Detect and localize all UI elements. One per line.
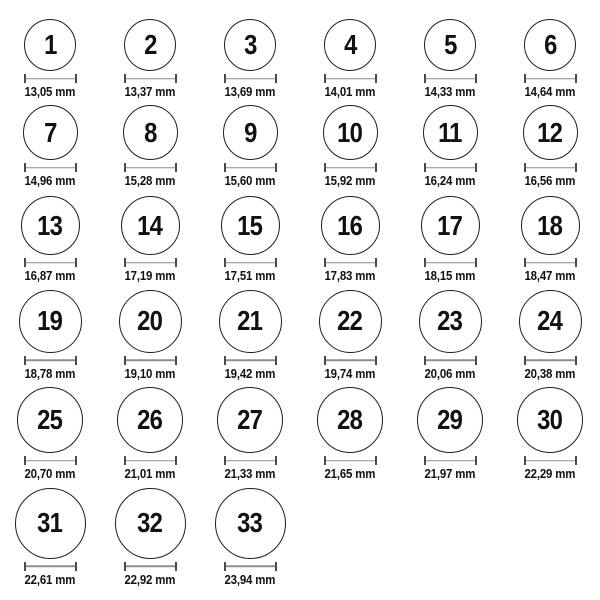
ring-size-item (200, 387, 300, 481)
ring-size-number: 31 (37, 507, 63, 538)
ring-size-item (400, 19, 500, 99)
ring-size-item (400, 196, 500, 283)
diameter-measure-line (224, 74, 277, 83)
ring-size-item (0, 196, 100, 283)
ring-size-number: 7 (43, 116, 57, 148)
measure-tick-right (275, 356, 277, 365)
ring-circle (317, 387, 383, 453)
ring-circle (121, 196, 180, 255)
measure-tick-left (424, 356, 426, 365)
diameter-label: 15,28 mm (124, 173, 176, 188)
ring-size-number: 25 (37, 404, 63, 435)
measure-tick-right (575, 456, 577, 465)
measure-tick-right (275, 74, 277, 83)
diameter-measure-line (324, 258, 377, 267)
ring-size-row (0, 196, 600, 283)
ring-size-item (200, 105, 300, 188)
measure-line-bar (324, 460, 377, 462)
diameter-label: 22,61 mm (24, 571, 76, 587)
diameter-measure-line (324, 356, 377, 365)
measure-tick-right (475, 258, 477, 267)
ring-size-item (400, 387, 500, 481)
measure-tick-left (224, 163, 226, 172)
measure-tick-right (175, 456, 177, 465)
measure-tick-right (475, 456, 477, 465)
ring-circle (17, 387, 83, 453)
ring-size-number: 24 (537, 305, 563, 336)
ring-size-number: 1 (43, 29, 57, 60)
measure-tick-right (75, 74, 77, 83)
ring-circle (421, 196, 480, 255)
measure-line-bar (24, 460, 77, 462)
diameter-measure-line (324, 163, 377, 172)
measure-tick-right (175, 163, 177, 172)
measure-tick-right (175, 74, 177, 83)
measure-line-bar (24, 78, 77, 80)
diameter-label: 14,96 mm (24, 173, 76, 188)
diameter-measure-line (124, 356, 177, 365)
ring-size-number: 23 (437, 305, 463, 336)
measure-line-bar (124, 78, 177, 80)
ring-circle (219, 290, 282, 353)
ring-size-number: 18 (537, 209, 563, 241)
diameter-measure-line (124, 456, 177, 465)
ring-size-row (0, 290, 600, 381)
diameter-measure-line (24, 356, 77, 365)
measure-line-bar (424, 460, 477, 462)
measure-tick-right (75, 258, 77, 267)
diameter-label: 14,01 mm (324, 84, 376, 99)
measure-tick-right (75, 356, 77, 365)
measure-line-bar (224, 565, 277, 567)
ring-size-number: 33 (237, 507, 263, 538)
ring-circle (123, 105, 178, 160)
diameter-label: 17,51 mm (224, 268, 276, 283)
diameter-label: 15,60 mm (224, 173, 276, 188)
ring-size-number: 17 (437, 209, 463, 241)
measure-tick-right (175, 356, 177, 365)
measure-tick-right (575, 356, 577, 365)
measure-tick-right (75, 562, 77, 571)
diameter-label: 13,05 mm (24, 84, 76, 99)
ring-circle (521, 196, 580, 255)
ring-size-item (200, 290, 300, 381)
measure-line-bar (24, 167, 77, 169)
diameter-measure-line (424, 258, 477, 267)
diameter-label: 19,42 mm (224, 365, 276, 381)
measure-tick-left (224, 258, 226, 267)
diameter-measure-line (424, 456, 477, 465)
ring-circle (115, 488, 186, 559)
measure-tick-right (375, 258, 377, 267)
ring-size-item (500, 387, 600, 481)
measure-tick-left (424, 74, 426, 83)
diameter-label: 21,01 mm (124, 466, 176, 481)
ring-size-number: 12 (537, 116, 563, 148)
ring-size-number: 11 (438, 116, 462, 148)
diameter-label: 18,78 mm (24, 365, 76, 381)
ring-size-item (400, 105, 500, 188)
measure-tick-right (175, 258, 177, 267)
ring-size-row (0, 488, 600, 587)
measure-tick-left (224, 562, 226, 571)
diameter-measure-line (124, 163, 177, 172)
ring-size-item (100, 387, 200, 481)
ring-size-item (300, 290, 400, 381)
ring-size-item (500, 105, 600, 188)
ring-size-item (0, 19, 100, 99)
measure-tick-right (275, 163, 277, 172)
measure-line-bar (424, 78, 477, 80)
ring-circle (119, 290, 182, 353)
ring-size-item (400, 290, 500, 381)
measure-tick-left (424, 456, 426, 465)
measure-line-bar (124, 167, 177, 169)
diameter-label: 17,83 mm (324, 268, 376, 283)
diameter-measure-line (324, 74, 377, 83)
measure-tick-left (324, 258, 326, 267)
ring-size-number: 13 (37, 209, 63, 241)
measure-line-bar (524, 167, 577, 169)
diameter-measure-line (224, 562, 277, 571)
measure-tick-left (24, 258, 26, 267)
diameter-measure-line (524, 356, 577, 365)
ring-size-item (500, 19, 600, 99)
measure-tick-left (124, 74, 126, 83)
diameter-measure-line (224, 356, 277, 365)
measure-tick-right (575, 258, 577, 267)
ring-size-number: 10 (337, 116, 363, 148)
measure-tick-left (324, 456, 326, 465)
ring-circle (23, 105, 78, 160)
measure-tick-left (324, 74, 326, 83)
measure-tick-left (124, 456, 126, 465)
measure-tick-left (324, 356, 326, 365)
measure-tick-left (124, 356, 126, 365)
ring-circle (524, 19, 576, 71)
measure-tick-left (224, 356, 226, 365)
ring-size-number: 21 (237, 305, 263, 336)
ring-circle (321, 196, 380, 255)
ring-size-number: 2 (143, 29, 157, 60)
ring-size-row (0, 105, 600, 188)
diameter-label: 16,87 mm (24, 268, 76, 283)
diameter-measure-line (24, 74, 77, 83)
ring-size-item (200, 488, 300, 587)
measure-line-bar (124, 565, 177, 567)
diameter-measure-line (24, 456, 77, 465)
ring-size-item (0, 290, 100, 381)
measure-tick-left (524, 258, 526, 267)
measure-line-bar (124, 359, 177, 361)
ring-circle (417, 387, 483, 453)
ring-size-item (0, 105, 100, 188)
ring-circle (419, 290, 482, 353)
diameter-measure-line (24, 163, 77, 172)
ring-size-number: 6 (543, 29, 557, 60)
measure-tick-right (375, 356, 377, 365)
ring-circle (223, 105, 278, 160)
diameter-measure-line (524, 456, 577, 465)
measure-tick-left (524, 456, 526, 465)
ring-size-item (100, 488, 200, 587)
ring-size-item (100, 196, 200, 283)
measure-tick-right (275, 562, 277, 571)
measure-tick-left (24, 74, 26, 83)
ring-size-item (500, 196, 600, 283)
ring-size-row (0, 19, 600, 99)
measure-tick-right (475, 356, 477, 365)
ring-circle (124, 19, 176, 71)
ring-size-number: 26 (137, 404, 163, 435)
ring-size-number: 29 (437, 404, 463, 435)
measure-tick-right (75, 456, 77, 465)
measure-line-bar (524, 78, 577, 80)
diameter-label: 21,97 mm (424, 466, 476, 481)
ring-circle (117, 387, 183, 453)
measure-tick-left (24, 356, 26, 365)
diameter-label: 17,19 mm (124, 268, 176, 283)
measure-tick-right (575, 163, 577, 172)
measure-line-bar (524, 359, 577, 361)
ring-size-number: 27 (237, 404, 263, 435)
diameter-label: 20,06 mm (424, 365, 476, 381)
diameter-label: 15,92 mm (324, 173, 376, 188)
measure-tick-right (175, 562, 177, 571)
diameter-label: 16,24 mm (424, 173, 476, 188)
diameter-measure-line (524, 163, 577, 172)
ring-size-number: 5 (443, 29, 457, 60)
measure-tick-left (524, 356, 526, 365)
ring-circle (319, 290, 382, 353)
diameter-measure-line (224, 258, 277, 267)
ring-size-number: 32 (137, 507, 163, 538)
measure-tick-right (375, 456, 377, 465)
measure-tick-right (375, 163, 377, 172)
measure-tick-left (224, 74, 226, 83)
measure-line-bar (24, 359, 77, 361)
ring-size-item (100, 19, 200, 99)
diameter-label: 13,69 mm (224, 84, 276, 99)
diameter-measure-line (424, 74, 477, 83)
diameter-measure-line (124, 74, 177, 83)
ring-circle (517, 387, 583, 453)
ring-size-number: 15 (237, 209, 263, 241)
diameter-label: 23,94 mm (224, 571, 276, 587)
ring-size-item (300, 196, 400, 283)
measure-tick-left (224, 456, 226, 465)
measure-tick-left (424, 258, 426, 267)
diameter-label: 14,64 mm (524, 84, 576, 99)
ring-circle (423, 105, 478, 160)
diameter-label: 20,38 mm (524, 365, 576, 381)
diameter-measure-line (324, 456, 377, 465)
ring-size-number: 30 (537, 404, 563, 435)
measure-tick-right (275, 258, 277, 267)
diameter-measure-line (124, 562, 177, 571)
ring-circle (519, 290, 582, 353)
ring-size-grid (0, 19, 600, 587)
ring-circle (324, 19, 376, 71)
measure-line-bar (324, 262, 377, 264)
ring-circle (217, 387, 283, 453)
measure-line-bar (224, 167, 277, 169)
ring-circle (224, 19, 276, 71)
diameter-label: 13,37 mm (124, 84, 176, 99)
ring-size-number: 20 (137, 305, 163, 336)
ring-size-number: 4 (343, 29, 357, 60)
ring-size-item (300, 19, 400, 99)
ring-circle (21, 196, 80, 255)
measure-tick-left (524, 163, 526, 172)
measure-tick-right (75, 163, 77, 172)
diameter-label: 14,33 mm (424, 84, 476, 99)
measure-line-bar (424, 359, 477, 361)
diameter-measure-line (224, 163, 277, 172)
diameter-label: 21,33 mm (224, 466, 276, 481)
diameter-label: 18,47 mm (524, 268, 576, 283)
ring-size-number: 16 (337, 209, 363, 241)
ring-size-item (300, 105, 400, 188)
ring-circle (24, 19, 76, 71)
measure-tick-left (524, 74, 526, 83)
measure-line-bar (424, 167, 477, 169)
measure-line-bar (324, 359, 377, 361)
diameter-measure-line (24, 562, 77, 571)
measure-tick-left (424, 163, 426, 172)
ring-size-item (200, 196, 300, 283)
diameter-label: 16,56 mm (524, 173, 576, 188)
measure-tick-left (24, 456, 26, 465)
ring-size-number: 19 (37, 305, 63, 336)
diameter-label: 19,10 mm (124, 365, 176, 381)
ring-circle (523, 105, 578, 160)
measure-line-bar (224, 262, 277, 264)
measure-tick-left (124, 562, 126, 571)
measure-line-bar (224, 460, 277, 462)
ring-size-item (100, 290, 200, 381)
measure-tick-right (375, 74, 377, 83)
ring-size-row (0, 387, 600, 481)
measure-line-bar (224, 78, 277, 80)
measure-line-bar (324, 78, 377, 80)
ring-size-number: 3 (243, 29, 257, 60)
diameter-label: 22,29 mm (524, 466, 576, 481)
ring-size-item (300, 387, 400, 481)
measure-tick-right (575, 74, 577, 83)
measure-line-bar (424, 262, 477, 264)
measure-line-bar (324, 167, 377, 169)
diameter-label: 20,70 mm (24, 466, 76, 481)
ring-circle (323, 105, 378, 160)
diameter-label: 18,15 mm (424, 268, 476, 283)
ring-size-item (0, 488, 100, 587)
diameter-label: 21,65 mm (324, 466, 376, 481)
ring-size-item (200, 19, 300, 99)
measure-line-bar (24, 565, 77, 567)
ring-circle (19, 290, 82, 353)
ring-circle (221, 196, 280, 255)
ring-circle (15, 488, 86, 559)
measure-line-bar (124, 262, 177, 264)
measure-line-bar (224, 359, 277, 361)
measure-tick-right (475, 74, 477, 83)
measure-line-bar (24, 262, 77, 264)
diameter-label: 22,92 mm (124, 571, 176, 587)
measure-line-bar (124, 460, 177, 462)
measure-tick-left (24, 163, 26, 172)
ring-size-number: 14 (137, 209, 163, 241)
diameter-measure-line (424, 356, 477, 365)
ring-circle (424, 19, 476, 71)
diameter-measure-line (224, 456, 277, 465)
measure-tick-right (475, 163, 477, 172)
ring-size-number: 28 (337, 404, 363, 435)
measure-line-bar (524, 460, 577, 462)
measure-tick-left (124, 163, 126, 172)
measure-tick-left (324, 163, 326, 172)
diameter-measure-line (124, 258, 177, 267)
measure-tick-right (275, 456, 277, 465)
diameter-measure-line (24, 258, 77, 267)
ring-size-item (500, 290, 600, 381)
measure-tick-left (24, 562, 26, 571)
ring-size-item (0, 387, 100, 481)
diameter-measure-line (524, 258, 577, 267)
diameter-label: 19,74 mm (324, 365, 376, 381)
ring-size-number: 8 (143, 116, 157, 148)
diameter-measure-line (424, 163, 477, 172)
ring-size-number: 9 (243, 116, 257, 148)
ring-circle (215, 488, 286, 559)
diameter-measure-line (524, 74, 577, 83)
measure-line-bar (524, 262, 577, 264)
ring-size-item (100, 105, 200, 188)
ring-size-number: 22 (337, 305, 363, 336)
measure-tick-left (124, 258, 126, 267)
